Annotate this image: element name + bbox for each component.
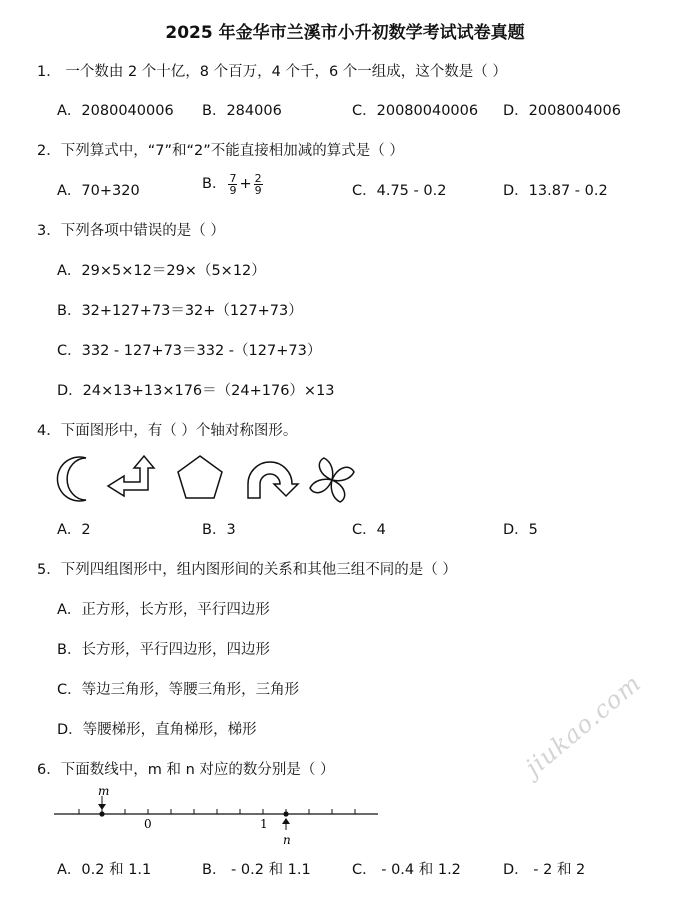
pentagon-shape (178, 456, 222, 498)
question-1-option-d[interactable]: D．2008004006 (503, 103, 621, 119)
number-line-ticks (79, 809, 355, 814)
question-6-option-b[interactable]: B． - 0.2 和 1.1 (202, 862, 311, 878)
page-title: 2025 年金华市兰溪市小升初数学考试试卷真题 (165, 23, 525, 43)
label-m: m (98, 784, 110, 798)
question-1-stem: 1． 一个数由 2 个十亿，8 个百万，4 个千，6 个一组成，这个数是（ ） (37, 64, 507, 80)
tick-label-1: 1 (260, 817, 268, 831)
point-m (99, 811, 104, 816)
pinwheel-shape (310, 458, 354, 502)
question-5-option-b[interactable]: B．长方形，平行四边形，四边形 (57, 642, 270, 658)
label-n: n (283, 833, 291, 847)
curved-arrow-shape (248, 462, 298, 498)
crescent-shape (57, 457, 86, 501)
question-4-stem: 4．下面图形中，有（ ）个轴对称图形。 (37, 423, 298, 439)
question-5-stem: 5．下列四组图形中，组内图形间的关系和其他三组不同的是（ ） (37, 562, 457, 578)
question-2-option-b[interactable] (202, 172, 265, 196)
watermark: jiukao.com (520, 668, 647, 782)
question-3-option-d[interactable]: D．24×13+13×176＝（24+176）×13 (57, 383, 335, 399)
question-6-stem: 6．下面数线中，m 和 n 对应的数分别是（ ） (37, 762, 335, 778)
plus-sign: + (239, 176, 252, 192)
arrow-m-head (98, 804, 106, 810)
question-5-option-a[interactable]: A．正方形，长方形，平行四边形 (57, 602, 270, 618)
question-4-option-c[interactable]: C．4 (352, 522, 386, 538)
fraction-2-9: $\frac{2}{9}$ (254, 171, 262, 197)
question-2-stem: 2．下列算式中，“7”和“2”不能直接相加减的算式是（ ） (37, 143, 404, 159)
question-3-stem: 3．下列各项中错误的是（ ） (37, 223, 225, 239)
fraction-7-9: $\frac{7}{9}$ (229, 171, 237, 197)
number-line-figure (52, 784, 382, 848)
question-4-option-a[interactable]: A．2 (57, 522, 91, 538)
question-2-option-d[interactable]: D．13.87 - 0.2 (503, 183, 608, 199)
question-4-option-b[interactable]: B．3 (202, 522, 236, 538)
question-3-option-c[interactable]: C．332 - 127+73＝332 -（127+73） (57, 343, 322, 359)
question-2-option-c[interactable]: C．4.75 - 0.2 (352, 183, 447, 199)
question-1-option-c[interactable]: C．20080040006 (352, 103, 479, 119)
arrow-shape (108, 456, 154, 496)
question-3-option-b[interactable]: B．32+127+73＝32+（127+73） (57, 303, 303, 319)
arrow-n-head (282, 818, 290, 824)
question-5-option-d[interactable]: D．等腰梯形，直角梯形，梯形 (57, 722, 257, 738)
question-6-option-a[interactable]: A．0.2 和 1.1 (57, 862, 152, 878)
question-1-option-a[interactable]: A．2080040006 (57, 103, 174, 119)
question-4-option-d[interactable]: D．5 (503, 522, 538, 538)
option-b-prefix: B． (202, 176, 227, 192)
question-1-option-b[interactable]: B．284006 (202, 103, 282, 119)
question-6-option-d[interactable]: D． - 2 和 2 (503, 862, 586, 878)
question-2-option-a[interactable]: A．70+320 (57, 183, 140, 199)
question-3-option-a[interactable]: A．29×5×12＝29×（5×12） (57, 263, 266, 279)
shapes-figure (52, 454, 372, 506)
question-5-option-c[interactable]: C．等边三角形，等腰三角形，三角形 (57, 682, 300, 698)
question-6-option-c[interactable]: C． - 0.4 和 1.2 (352, 862, 461, 878)
tick-label-0: 0 (144, 817, 152, 831)
point-n (283, 811, 288, 816)
